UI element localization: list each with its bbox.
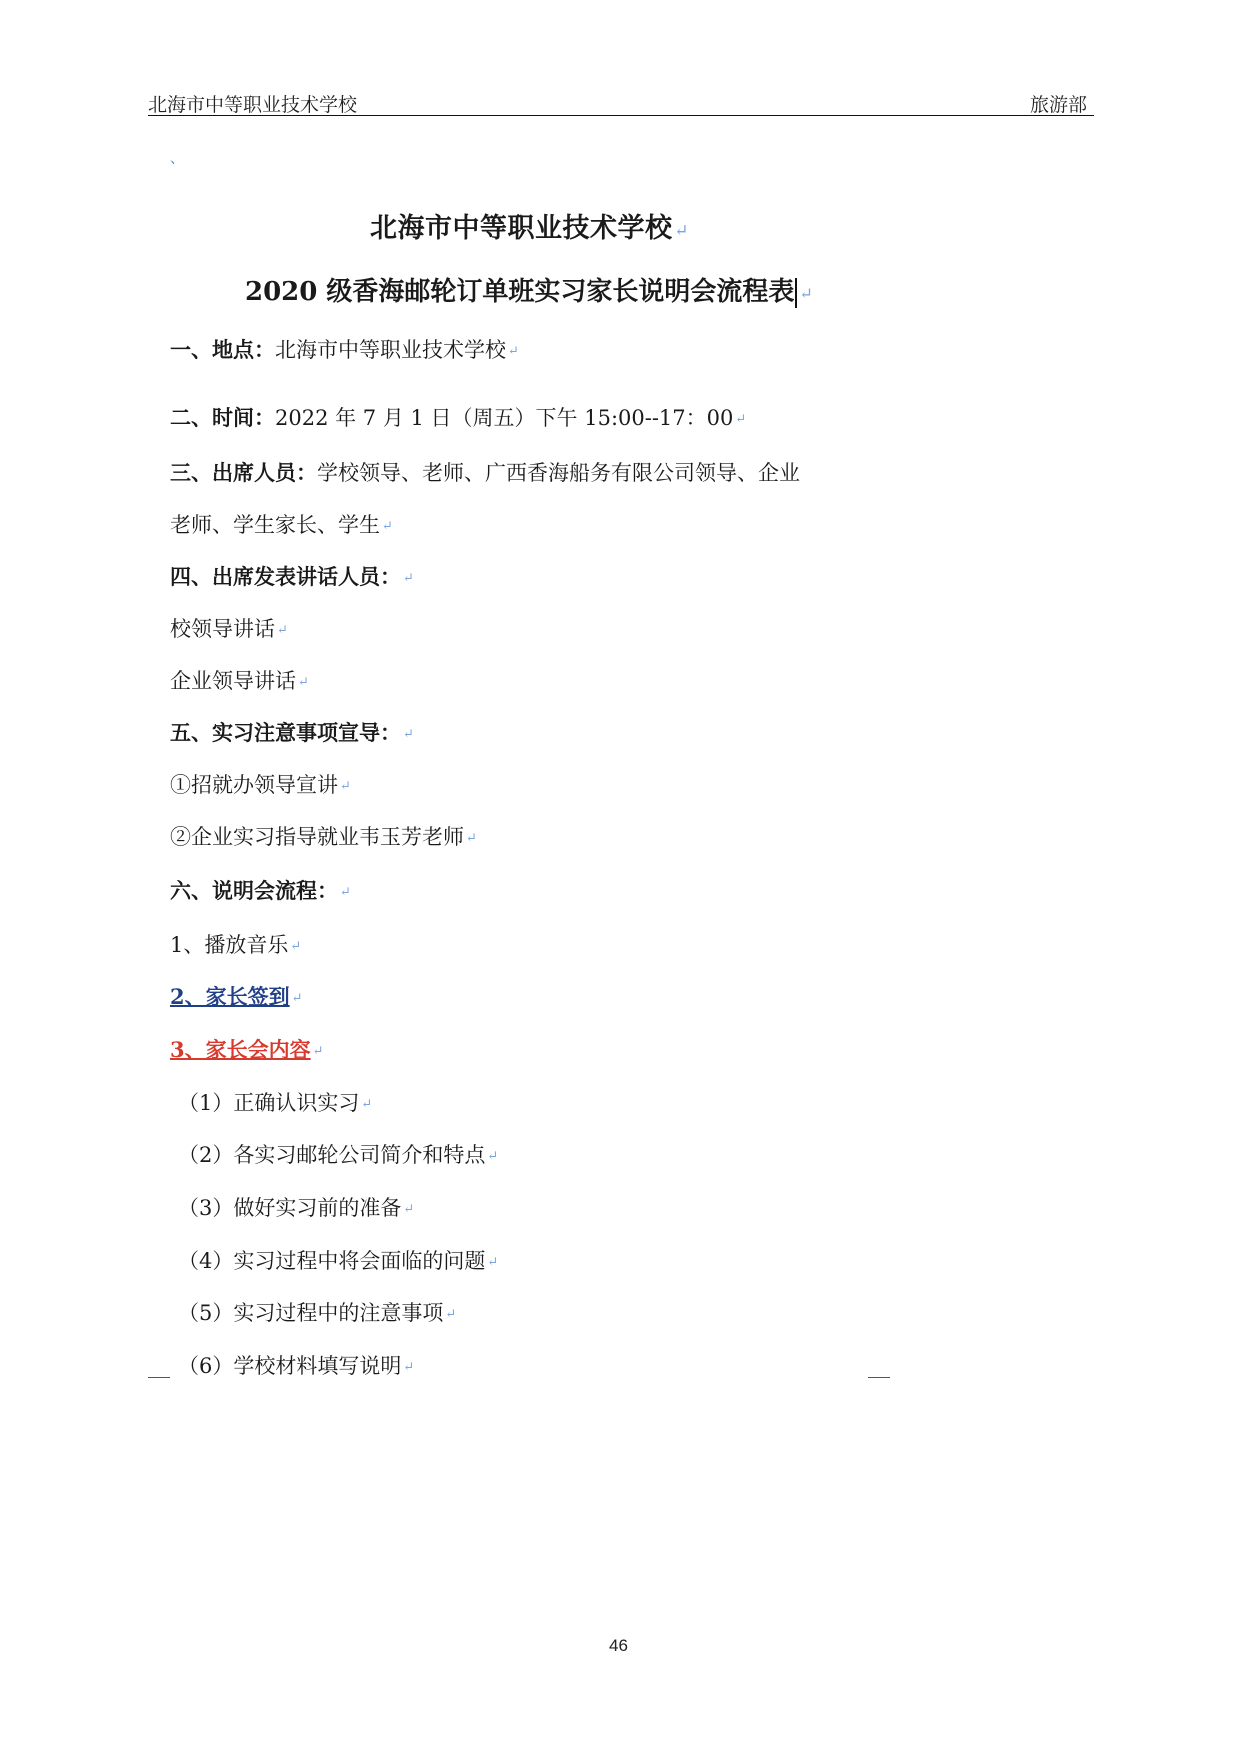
section-attendees-cont: 老师、学生家长、学生 ↵ bbox=[170, 513, 393, 537]
content-item: （2）各实习邮轮公司简介和特点 ↵ bbox=[178, 1143, 499, 1167]
paragraph-mark-icon: ↵ bbox=[674, 219, 690, 240]
content-item: （3）做好实习前的准备 ↵ bbox=[178, 1196, 415, 1220]
section-label: 一、地点： bbox=[170, 337, 275, 362]
paragraph-mark-icon: ↵ bbox=[340, 885, 351, 900]
section-time: 二、时间：2022 年 7 月 1 日（周五）下午 15:00--17：00 ↵ bbox=[170, 405, 747, 430]
paragraph-mark-icon: ↵ bbox=[487, 1149, 499, 1164]
process-step: 2、家长签到 ↵ bbox=[170, 984, 303, 1009]
paragraph-mark-icon: ↵ bbox=[403, 1202, 415, 1217]
section-location: 一、地点：北海市中等职业技术学校 ↵ bbox=[170, 337, 519, 362]
paragraph-mark-icon: ↵ bbox=[466, 831, 477, 846]
margin-corner-mark bbox=[868, 1377, 890, 1378]
header-school-name: 北海市中等职业技术学校 bbox=[148, 94, 358, 116]
paragraph-mark-icon: ↵ bbox=[291, 991, 303, 1006]
process-step: 3、家长会内容 ↵ bbox=[170, 1037, 324, 1062]
section-speakers bbox=[170, 561, 414, 591]
text-cursor-icon bbox=[795, 278, 797, 308]
content-item: （5）实习过程中的注意事项 ↵ bbox=[178, 1301, 457, 1325]
margin-corner-mark bbox=[148, 1377, 170, 1378]
paragraph-mark-icon: ↵ bbox=[403, 571, 414, 586]
paragraph-mark-icon: ↵ bbox=[508, 344, 519, 359]
content-item: （1）正确认识实习 ↵ bbox=[178, 1091, 373, 1115]
stray-mark: 、 bbox=[170, 151, 184, 167]
page-number: 46 bbox=[609, 1636, 628, 1655]
section-attendees: 三、出席人员：学校领导、老师、广西香海船务有限公司领导、企业 bbox=[170, 460, 800, 485]
paragraph-mark-icon: ↵ bbox=[487, 1255, 499, 1270]
paragraph-mark-icon: ↵ bbox=[312, 1044, 324, 1059]
title-school: 北海市中等职业技术学校 ↵ bbox=[370, 213, 690, 244]
content-item: （4）实习过程中将会面临的问题 ↵ bbox=[178, 1249, 499, 1273]
section-label: 四、出席发表讲话人员： bbox=[170, 564, 401, 589]
section-label: 五、实习注意事项宣导： bbox=[170, 720, 401, 745]
paragraph-mark-icon: ↵ bbox=[361, 1097, 373, 1112]
paragraph-mark-icon: ↵ bbox=[298, 675, 309, 690]
notes-item: ②企业实习指导就业韦玉芳老师 ↵ bbox=[170, 825, 477, 849]
section-label: 六、说明会流程： bbox=[170, 878, 338, 903]
paragraph-mark-icon: ↵ bbox=[382, 519, 393, 534]
paragraph-mark-icon: ↵ bbox=[445, 1307, 457, 1322]
paragraph-mark-icon: ↵ bbox=[403, 727, 414, 742]
section-process bbox=[170, 875, 351, 905]
section-label: 二、时间： bbox=[170, 405, 275, 430]
speaker-item: 校领导讲话 ↵ bbox=[170, 617, 288, 641]
paragraph-mark-icon: ↵ bbox=[290, 939, 302, 954]
paragraph-mark-icon: ↵ bbox=[277, 623, 288, 638]
section-notes bbox=[170, 717, 414, 747]
content-item: （6）学校材料填写说明 ↵ bbox=[178, 1354, 415, 1378]
paragraph-mark-icon: ↵ bbox=[403, 1360, 415, 1375]
paragraph-mark-icon: ↵ bbox=[735, 412, 747, 427]
paragraph-mark-icon: ↵ bbox=[799, 283, 813, 303]
section-label: 三、出席人员： bbox=[170, 460, 317, 485]
header-rule bbox=[148, 115, 1094, 116]
title-event: 2020 级香海邮轮订单班实习家长说明会流程表 ↵ bbox=[245, 277, 813, 307]
header-department: 旅游部 bbox=[1030, 94, 1088, 116]
paragraph-mark-icon: ↵ bbox=[340, 779, 351, 794]
speaker-item: 企业领导讲话 ↵ bbox=[170, 669, 309, 693]
notes-item: ①招就办领导宣讲 ↵ bbox=[170, 773, 351, 797]
process-step: 1、播放音乐 ↵ bbox=[170, 933, 302, 957]
